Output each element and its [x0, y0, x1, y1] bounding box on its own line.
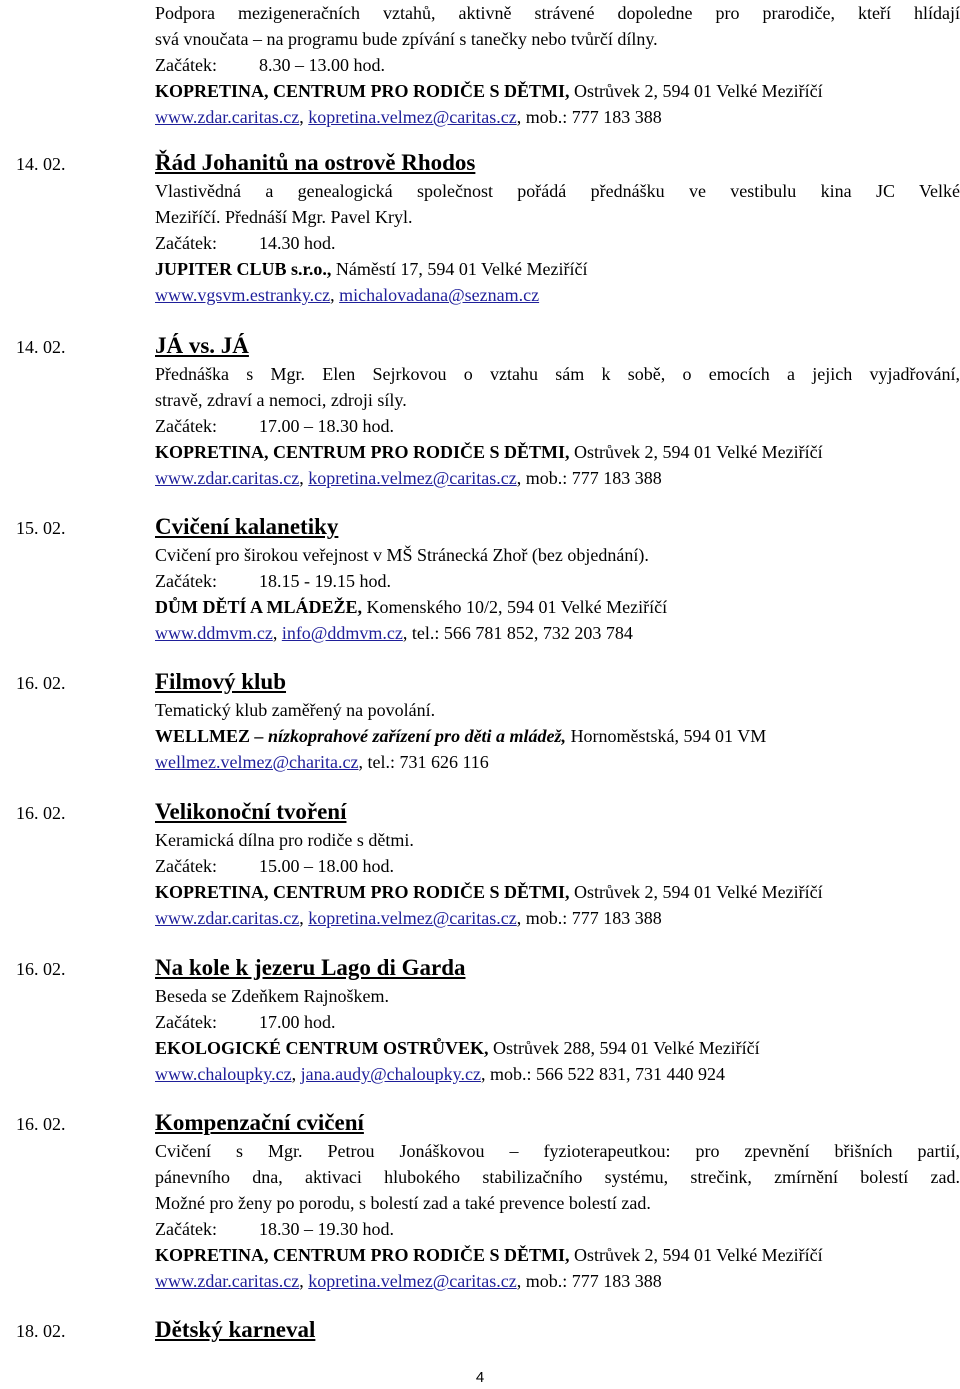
email-link[interactable]: kopretina.velmez@caritas.cz: [308, 468, 517, 488]
venue-line: KOPRETINA, CENTRUM PRO RODIČE S DĚTMI, Ostrůvek 2, 594 01 Velké Meziříčí: [155, 81, 823, 101]
event-title: Velikonoční tvoření: [155, 799, 347, 824]
contact-line: www.ddmvm.cz, info@ddmvm.cz, tel.: 566 781 852, 732 203 784: [155, 623, 633, 643]
email-link[interactable]: kopretina.velmez@caritas.cz: [308, 1271, 517, 1291]
event-start-time: Začátek: 14.30 hod.: [155, 233, 336, 253]
event-start-time: Začátek: 17.00 – 18.30 hod.: [155, 416, 394, 436]
event-content: [155, 331, 960, 491]
event-content: [155, 667, 960, 775]
event-content: [155, 1315, 960, 1345]
event-content: [155, 0, 960, 130]
venue-line: EKOLOGICKÉ CENTRUM OSTRŮVEK, Ostrůvek 288, 594 01 Velké Meziříčí: [155, 1038, 760, 1058]
event-description: svá vnoučata – na programu bude zpívání s tanečky nebo tvůrčí dílny.: [155, 29, 658, 49]
event-content: [155, 953, 960, 1087]
email-link[interactable]: michalovadana@seznam.cz: [339, 285, 540, 305]
web-link[interactable]: www.zdar.caritas.cz: [155, 107, 300, 127]
email-link[interactable]: kopretina.velmez@caritas.cz: [308, 107, 517, 127]
web-link[interactable]: www.vgsvm.estranky.cz: [155, 285, 331, 305]
event-start-time: Začátek: 8.30 – 13.00 hod.: [155, 55, 385, 75]
page-number: 4: [475, 1369, 485, 1386]
contact-line: www.vgsvm.estranky.cz, michalovadana@seznam.cz: [155, 285, 540, 305]
event-title: Cvičení kalanetiky: [155, 514, 339, 539]
event-date: 18. 02.: [16, 1321, 66, 1341]
event-start-time: Začátek: 18.30 – 19.30 hod.: [155, 1219, 394, 1239]
event-date: 16. 02.: [16, 803, 66, 823]
web-link[interactable]: www.ddmvm.cz: [155, 623, 273, 643]
email-link[interactable]: wellmez.velmez@charita.cz: [155, 752, 359, 772]
event-description: Vlastivědná a genealogická společnost pořádá přednášku ve vestibulu kina JC Velké: [155, 181, 960, 201]
venue-line: DŮM DĚTÍ A MLÁDEŽE, Komenského 10/2, 594 01 Velké Meziříčí: [155, 597, 668, 617]
event-description: Cvičení pro širokou veřejnost v MŠ Stránecká Zhoř (bez objednání).: [155, 545, 649, 565]
event-description: Keramická dílna pro rodiče s dětmi.: [155, 830, 414, 850]
contact-line: www.zdar.caritas.cz, kopretina.velmez@caritas.cz, mob.: 777 183 388: [155, 107, 662, 127]
contact-line: www.zdar.caritas.cz, kopretina.velmez@caritas.cz, mob.: 777 183 388: [155, 468, 662, 488]
event-description: pánevního dna, aktivaci hlubokého stabilizačního systému, strečink, zmírnění bolestí zad.: [155, 1167, 960, 1187]
event-title: Řád Johanitů na ostrově Rhodos: [155, 150, 476, 175]
event-description: stravě, zdraví a nemoci, zdroji síly.: [155, 390, 407, 410]
event-description: Podpora mezigeneračních vztahů, aktivně strávené dopoledne pro prarodiče, kteří hlídají: [155, 3, 960, 23]
event-title: Dětský karneval: [155, 1317, 316, 1342]
event-title: Filmový klub: [155, 669, 287, 694]
event-content: [155, 1108, 960, 1294]
event-description: Tematický klub zaměřený na povolání.: [155, 700, 436, 720]
event-content: [155, 148, 960, 308]
event-date: 16. 02.: [16, 1114, 66, 1134]
event-title: Na kole k jezeru Lago di Garda: [155, 955, 466, 980]
email-link[interactable]: jana.audy@chaloupky.cz: [300, 1064, 481, 1084]
venue-line: JUPITER CLUB s.r.o., Náměstí 17, 594 01 Velké Meziříčí: [155, 259, 588, 279]
event-title: Kompenzační cvičení: [155, 1110, 364, 1135]
contact-line: www.zdar.caritas.cz, kopretina.velmez@caritas.cz, mob.: 777 183 388: [155, 908, 662, 928]
venue-line: KOPRETINA, CENTRUM PRO RODIČE S DĚTMI, Ostrůvek 2, 594 01 Velké Meziříčí: [155, 442, 823, 462]
contact-line: www.zdar.caritas.cz, kopretina.velmez@caritas.cz, mob.: 777 183 388: [155, 1271, 662, 1291]
event-date: 14. 02.: [16, 337, 66, 357]
event-description: Beseda se Zdeňkem Rajnoškem.: [155, 986, 389, 1006]
contact-line: www.chaloupky.cz, jana.audy@chaloupky.cz, mob.: 566 522 831, 731 440 924: [155, 1064, 725, 1084]
event-description: Přednáška s Mgr. Elen Sejrkovou o vztahu sám k sobě, o emocích a jejich vyjadřování,: [155, 364, 960, 384]
event-date: 16. 02.: [16, 673, 66, 693]
web-link[interactable]: www.zdar.caritas.cz: [155, 908, 300, 928]
venue-line: KOPRETINA, CENTRUM PRO RODIČE S DĚTMI, Ostrůvek 2, 594 01 Velké Meziříčí: [155, 1245, 823, 1265]
event-description: Možné pro ženy po porodu, s bolestí zad a také prevence bolestí zad.: [155, 1193, 651, 1213]
event-date: 14. 02.: [16, 154, 66, 174]
email-link[interactable]: kopretina.velmez@caritas.cz: [308, 908, 517, 928]
email-link[interactable]: info@ddmvm.cz: [281, 623, 403, 643]
event-start-time: Začátek: 15.00 – 18.00 hod.: [155, 856, 394, 876]
event-title: JÁ vs. JÁ: [155, 333, 249, 358]
web-link[interactable]: www.chaloupky.cz: [155, 1064, 292, 1084]
event-description: Cvičení s Mgr. Petrou Jonáškovou – fyzioterapeutkou: pro zpevnění břišních partií,: [155, 1141, 960, 1161]
contact-line: wellmez.velmez@charita.cz, tel.: 731 626 116: [155, 752, 489, 772]
web-link[interactable]: www.zdar.caritas.cz: [155, 1271, 300, 1291]
event-content: [155, 512, 960, 646]
venue-line: WELLMEZ – nízkoprahové zařízení pro děti a mládež, Hornoměstská, 594 01 VM: [155, 726, 767, 746]
venue-line: KOPRETINA, CENTRUM PRO RODIČE S DĚTMI, Ostrůvek 2, 594 01 Velké Meziříčí: [155, 882, 823, 902]
event-start-time: Začátek: 17.00 hod.: [155, 1012, 336, 1032]
event-description: Meziříčí. Přednáší Mgr. Pavel Kryl.: [155, 207, 413, 227]
event-date: 16. 02.: [16, 959, 66, 979]
web-link[interactable]: www.zdar.caritas.cz: [155, 468, 300, 488]
event-content: [155, 797, 960, 931]
event-date: 15. 02.: [16, 518, 66, 538]
event-start-time: Začátek: 18.15 - 19.15 hod.: [155, 571, 391, 591]
